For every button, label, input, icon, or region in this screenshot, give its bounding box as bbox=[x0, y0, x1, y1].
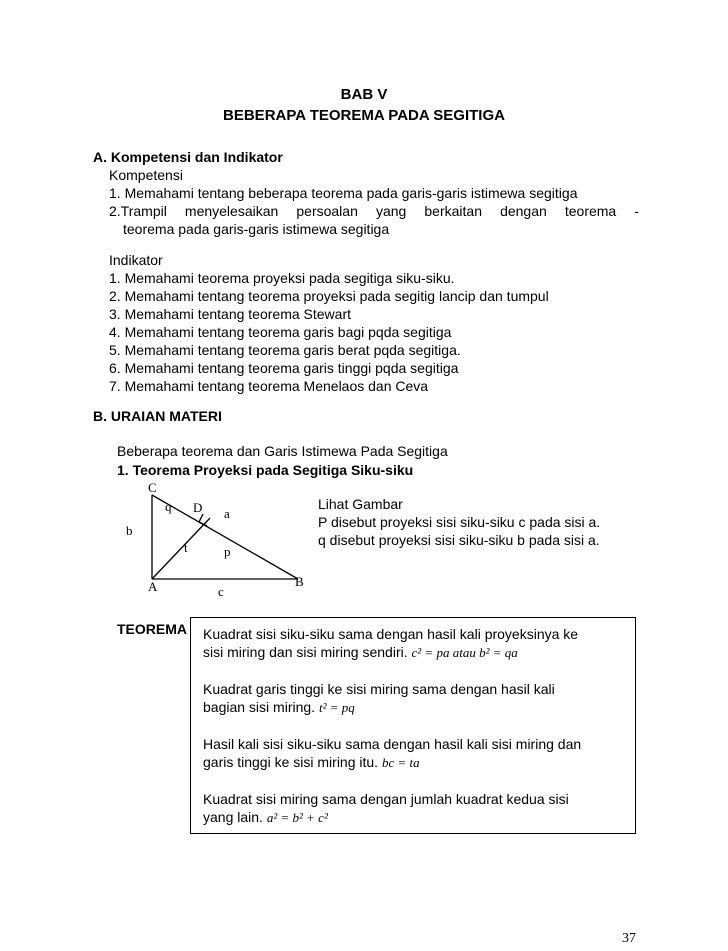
right-triangle-figure bbox=[110, 478, 320, 603]
figure-note: q disebut proyeksi sisi siku-siku b pada sisi a. bbox=[318, 532, 600, 548]
theorem-2-line-1: Kuadrat garis tinggi ke sisi miring sama dengan hasil kali bbox=[203, 681, 555, 697]
theorem-4-line-1: Kuadrat sisi miring sama dengan jumlah kuadrat kedua sisi bbox=[203, 791, 569, 807]
theorem-3-line-2 bbox=[203, 753, 420, 772]
label-A: A bbox=[148, 579, 158, 594]
word: yang bbox=[375, 203, 407, 219]
label-a: a bbox=[224, 506, 230, 521]
indikator-item: 4. Memahami tentang teorema garis bagi pqda segitiga bbox=[109, 324, 452, 340]
indikator-label: Indikator bbox=[109, 252, 163, 268]
word: 2.Trampil bbox=[109, 203, 167, 219]
indikator-item: 7. Memahami tentang teorema Menelaos dan Ceva bbox=[109, 378, 429, 394]
theorem-1-formula: c² = pa atau b² = qa bbox=[411, 645, 518, 660]
label-b: b bbox=[126, 523, 133, 538]
theorem-text: yang lain. bbox=[203, 809, 263, 825]
kompetensi-item-2 bbox=[109, 202, 639, 220]
altitude-line bbox=[152, 518, 210, 579]
word: dengan bbox=[500, 203, 547, 219]
theorem-2-formula: t² = pq bbox=[318, 700, 355, 715]
theorem-3-line-1: Hasil kali sisi siku-siku sama dengan hasil kali sisi miring dan bbox=[203, 736, 582, 752]
theorem-2-line-2 bbox=[203, 698, 355, 717]
kompetensi-item-1: 1. Memahami tentang beberapa teorema pada garis-garis istimewa segitiga bbox=[109, 185, 578, 201]
label-q: q bbox=[165, 499, 172, 514]
theorem-text: bagian sisi miring. bbox=[203, 699, 316, 715]
indikator-item: 5. Memahami tentang teorema garis berat pqda segitiga. bbox=[109, 342, 461, 358]
label-t: t bbox=[184, 540, 188, 555]
theorem-3-formula: bc = ta bbox=[381, 755, 420, 770]
right-angle-mark bbox=[199, 514, 207, 526]
indikator-item: 1. Memahami teorema proyeksi pada segitiga siku-siku. bbox=[109, 270, 455, 286]
section-b-subheading: 1. Teorema Proyeksi pada Segitiga Siku-siku bbox=[117, 462, 414, 478]
label-C: C bbox=[148, 480, 157, 495]
theorem-box bbox=[190, 617, 636, 834]
indikator-item: 6. Memahami tentang teorema garis tinggi pqda segitiga bbox=[109, 360, 459, 376]
theorem-1-line-2 bbox=[203, 643, 518, 662]
theorem-1-line-1: Kuadrat sisi siku-siku sama dengan hasil kali proyeksinya ke bbox=[203, 626, 579, 642]
section-b-heading: B. URAIAN MATERI bbox=[93, 408, 222, 424]
kompetensi-label: Kompetensi bbox=[109, 167, 183, 183]
indikator-item: 3. Memahami tentang teorema Stewart bbox=[109, 306, 352, 322]
theorem-text: garis tinggi ke sisi miring itu. bbox=[203, 754, 379, 770]
label-p: p bbox=[224, 544, 231, 559]
word: - bbox=[634, 203, 639, 219]
chapter-label: BAB V bbox=[340, 86, 388, 103]
indikator-item: 2. Memahami tentang teorema proyeksi pada segitig lancip dan tumpul bbox=[109, 288, 549, 304]
theorem-4-formula: a² = b² + c² bbox=[266, 810, 328, 825]
word: persoalan bbox=[296, 203, 358, 219]
theorem-text: sisi miring dan sisi miring sendiri. bbox=[203, 644, 408, 660]
section-a-heading: A. Kompetensi dan Indikator bbox=[93, 149, 283, 165]
word: menyelesaikan bbox=[184, 203, 279, 219]
theorem-label: TEOREMA bbox=[117, 621, 187, 637]
section-b-intro: Beberapa teorema dan Garis Istimewa Pada Segitiga bbox=[117, 443, 448, 459]
label-c: c bbox=[218, 584, 224, 599]
kompetensi-item-2-cont: teorema pada garis-garis istimewa segitiga bbox=[123, 221, 390, 237]
page-number: 37 bbox=[622, 931, 636, 946]
chapter-title: BEBERAPA TEOREMA PADA SEGITIGA bbox=[223, 107, 505, 124]
theorem-4-line-2 bbox=[203, 808, 328, 827]
word: teorema bbox=[564, 203, 617, 219]
word: berkaitan bbox=[424, 203, 482, 219]
figure-note: P disebut proyeksi sisi siku-siku c pada sisi a. bbox=[318, 514, 601, 530]
label-B: B bbox=[295, 574, 304, 589]
figure-note: Lihat Gambar bbox=[318, 496, 403, 512]
label-D: D bbox=[193, 500, 203, 515]
